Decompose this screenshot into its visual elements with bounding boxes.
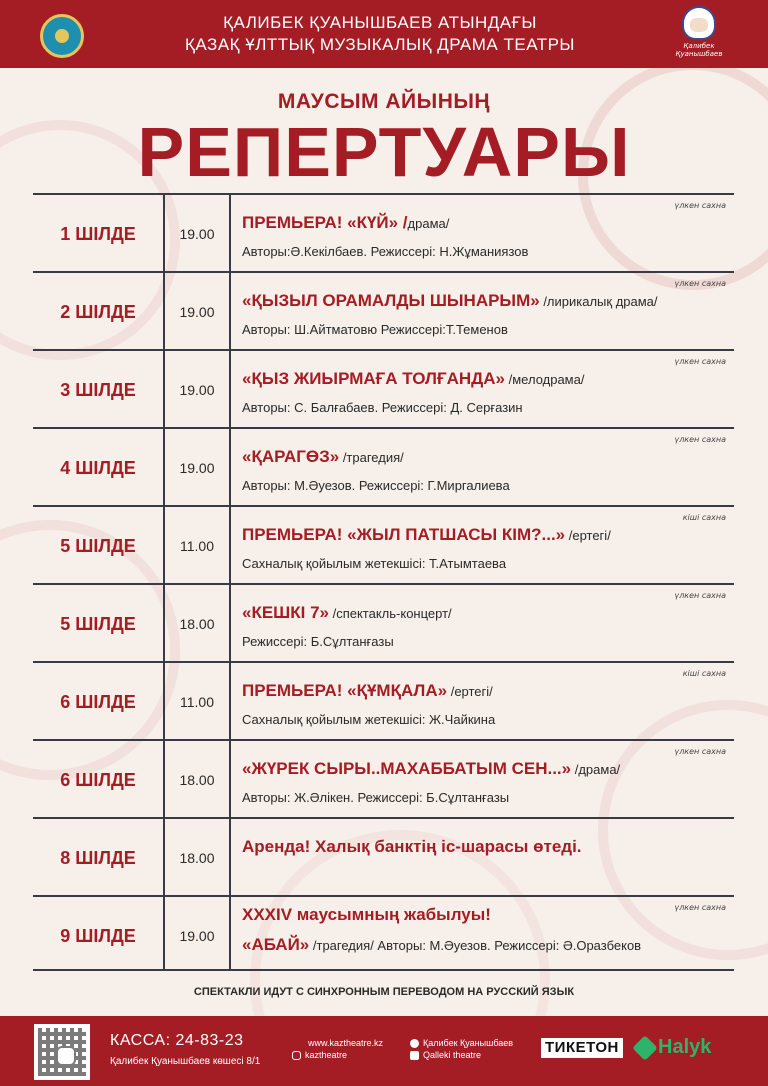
footer-band (0, 1016, 768, 1086)
qr-code[interactable] (34, 1024, 90, 1080)
row-date: 5 ШІЛДЕ (60, 613, 136, 634)
theatre-name (140, 12, 620, 56)
performance-genre: /трагедия/ Авторы: М.Әуезов. Режиссері: Ә.Оразбеков (309, 938, 642, 953)
schedule-row (33, 273, 734, 351)
schedule-row (33, 585, 734, 663)
row-time: 11.00 (180, 694, 214, 710)
row-credits: Сахналық қойылым жетекшісі: Т.Атымтаева (242, 556, 507, 571)
row-performance (242, 603, 724, 623)
halyk-text: Halyk (658, 1036, 712, 1058)
instagram-text: kaztheatre (305, 1050, 348, 1060)
row-time: 19.00 (179, 226, 215, 242)
performance-title: «ҚАРАГӨЗ» (242, 447, 340, 466)
youtube-text: Qalleki theatre (423, 1050, 482, 1060)
youtube-icon (410, 1051, 419, 1060)
row-time: 18.00 (179, 850, 215, 866)
row-date: 2 ШІЛДЕ (60, 301, 136, 322)
performance-title: «ҚЫЗ ЖИЫРМАҒА ТОЛҒАНДА» (242, 369, 505, 388)
portrait-icon (682, 6, 716, 40)
row-stage: кіші сахна (682, 669, 726, 678)
row-date: 6 ШІЛДЕ (60, 769, 136, 790)
theatre-name-line1: ҚАЛИБЕК ҚУАНЫШБАЕВ АТЫНДАҒЫ (223, 13, 537, 32)
row-time: 11.00 (180, 538, 214, 554)
instagram-icon (56, 1046, 76, 1066)
performance-title: «АБАЙ» (242, 935, 310, 954)
schedule-row (33, 897, 734, 975)
row-stage: үлкен сахна (674, 357, 726, 366)
facebook-icon (410, 1039, 419, 1048)
performance-title: ПРЕМЬЕРА! «КҮЙ» / (242, 213, 408, 232)
performance-title: «КЕШКІ 7» (242, 603, 329, 622)
instagram-link[interactable] (292, 1050, 347, 1060)
row-performance (242, 759, 724, 779)
performance-title: ПРЕМЬЕРА! «ЖЫЛ ПАТШАСЫ КІМ?...» (242, 525, 566, 544)
performance-genre: /ертегі/ (447, 684, 493, 699)
halyk-leaf-icon (632, 1035, 657, 1060)
row-date: 6 ШІЛДЕ (60, 691, 136, 712)
row-credits: Авторы: Ж.Әлікен. Режиссері: Б.Сұлтанғазы (242, 790, 510, 805)
facebook-link[interactable] (410, 1038, 513, 1048)
youtube-link[interactable] (410, 1050, 481, 1060)
theatre-name-line2: ҚАЗАҚ ҰЛТТЫҚ МУЗЫКАЛЫҚ ДРАМА ТЕАТРЫ (185, 35, 575, 54)
row-time: 19.00 (179, 304, 215, 320)
row-performance (242, 447, 724, 467)
schedule-row (33, 819, 734, 897)
row-performance (242, 213, 724, 233)
row-stage: үлкен сахна (674, 747, 726, 756)
row-performance (242, 291, 724, 311)
performance-genre: /трагедия/ (339, 450, 404, 465)
row-time: 19.00 (179, 382, 215, 398)
row-stage: үлкен сахна (674, 279, 726, 288)
performance-genre: /драма/ (571, 762, 621, 777)
row-credits: Авторы:Ә.Кекілбаев. Режиссері: Н.Жұманиязов (242, 244, 529, 259)
schedule-row (33, 351, 734, 429)
state-emblem-icon (40, 14, 84, 58)
row-credits: Режиссері: Б.Сұлтанғазы (242, 634, 394, 649)
cash-phone: КАССА: 24-83-23 (110, 1032, 244, 1049)
page-title: РЕПЕРТУАРЫ (137, 113, 631, 191)
facebook-text: Қалибек Қуанышбаев (423, 1038, 514, 1048)
website-link[interactable] (308, 1038, 383, 1048)
row-event-line (242, 905, 724, 925)
theatre-logo (668, 6, 730, 62)
row-performance (242, 525, 724, 545)
schedule-table (33, 193, 734, 971)
performance-genre: /ертегі/ (565, 528, 611, 543)
schedule-row (33, 429, 734, 507)
translation-note: СПЕКТАКЛИ ИДУТ С СИНХРОННЫМ ПЕРЕВОДОМ НА РУССКИЙ ЯЗЫК (193, 986, 575, 998)
row-credits: Авторы: Ш.Айтматовю Режиссері:Т.Теменов (242, 322, 508, 337)
row-date: 9 ШІЛДЕ (60, 925, 136, 946)
performance-genre: /мелодрама/ (505, 372, 585, 387)
event-title: XXXIV маусымның жабылуы! (242, 905, 491, 924)
row-performance (242, 369, 724, 389)
row-credits: Авторы: С. Балғабаев. Режиссері: Д. Серғазин (242, 400, 523, 415)
header-band (0, 0, 768, 68)
performance-title: Аренда! Халық банктің іс-шарасы өтеді. (242, 837, 582, 856)
row-date: 3 ШІЛДЕ (60, 379, 136, 400)
row-performance (242, 837, 724, 857)
row-stage: үлкен сахна (674, 435, 726, 444)
halyk-logo[interactable] (636, 1036, 711, 1059)
row-date: 4 ШІЛДЕ (60, 457, 136, 478)
row-date: 1 ШІЛДЕ (60, 223, 136, 244)
performance-genre: /лирикалық драма/ (539, 294, 658, 309)
schedule-row (33, 507, 734, 585)
schedule-row (33, 663, 734, 741)
row-date: 8 ШІЛДЕ (60, 847, 136, 868)
row-time: 18.00 (179, 772, 215, 788)
row-time: 19.00 (179, 460, 215, 476)
row-date: 5 ШІЛДЕ (60, 535, 136, 556)
performance-title: ПРЕМЬЕРА! «ҚҰМҚАЛА» (242, 681, 448, 700)
row-performance (242, 681, 724, 701)
row-performance (242, 935, 724, 955)
row-stage: үлкен сахна (674, 591, 726, 600)
performance-title: «ЖҮРЕК СЫРЫ..МАХАББАТЫМ СЕН...» (242, 759, 572, 778)
row-time: 19.00 (179, 928, 215, 944)
row-time: 18.00 (179, 616, 215, 632)
logo-signature: Қалибек Қуанышбаев (675, 42, 723, 58)
row-stage: үлкен сахна (674, 201, 726, 210)
row-stage: үлкен сахна (674, 903, 726, 912)
performance-genre: /спектакль-концерт/ (328, 606, 452, 621)
subtitle: МАУСЫМ АЙЫНЫҢ (277, 90, 491, 113)
row-credits: Сахналық қойылым жетекшісі: Ж.Чайкина (242, 712, 496, 727)
performance-genre: драма/ (407, 216, 450, 231)
schedule-row (33, 195, 734, 273)
schedule-row (33, 741, 734, 819)
address: Қалибек Қуанышбаев көшесі 8/1 (110, 1056, 261, 1067)
website-text: www.kaztheatre.kz (308, 1038, 384, 1048)
row-stage: кіші сахна (682, 513, 726, 522)
row-credits: Авторы: М.Әуезов. Режиссері: Г.Миргалиева (242, 478, 510, 493)
performance-title: «ҚЫЗЫЛ ОРАМАЛДЫ ШЫНАРЫМ» (242, 291, 540, 310)
ticketon-logo[interactable]: ТИКЕТОН (541, 1038, 623, 1058)
instagram-icon (292, 1051, 301, 1060)
